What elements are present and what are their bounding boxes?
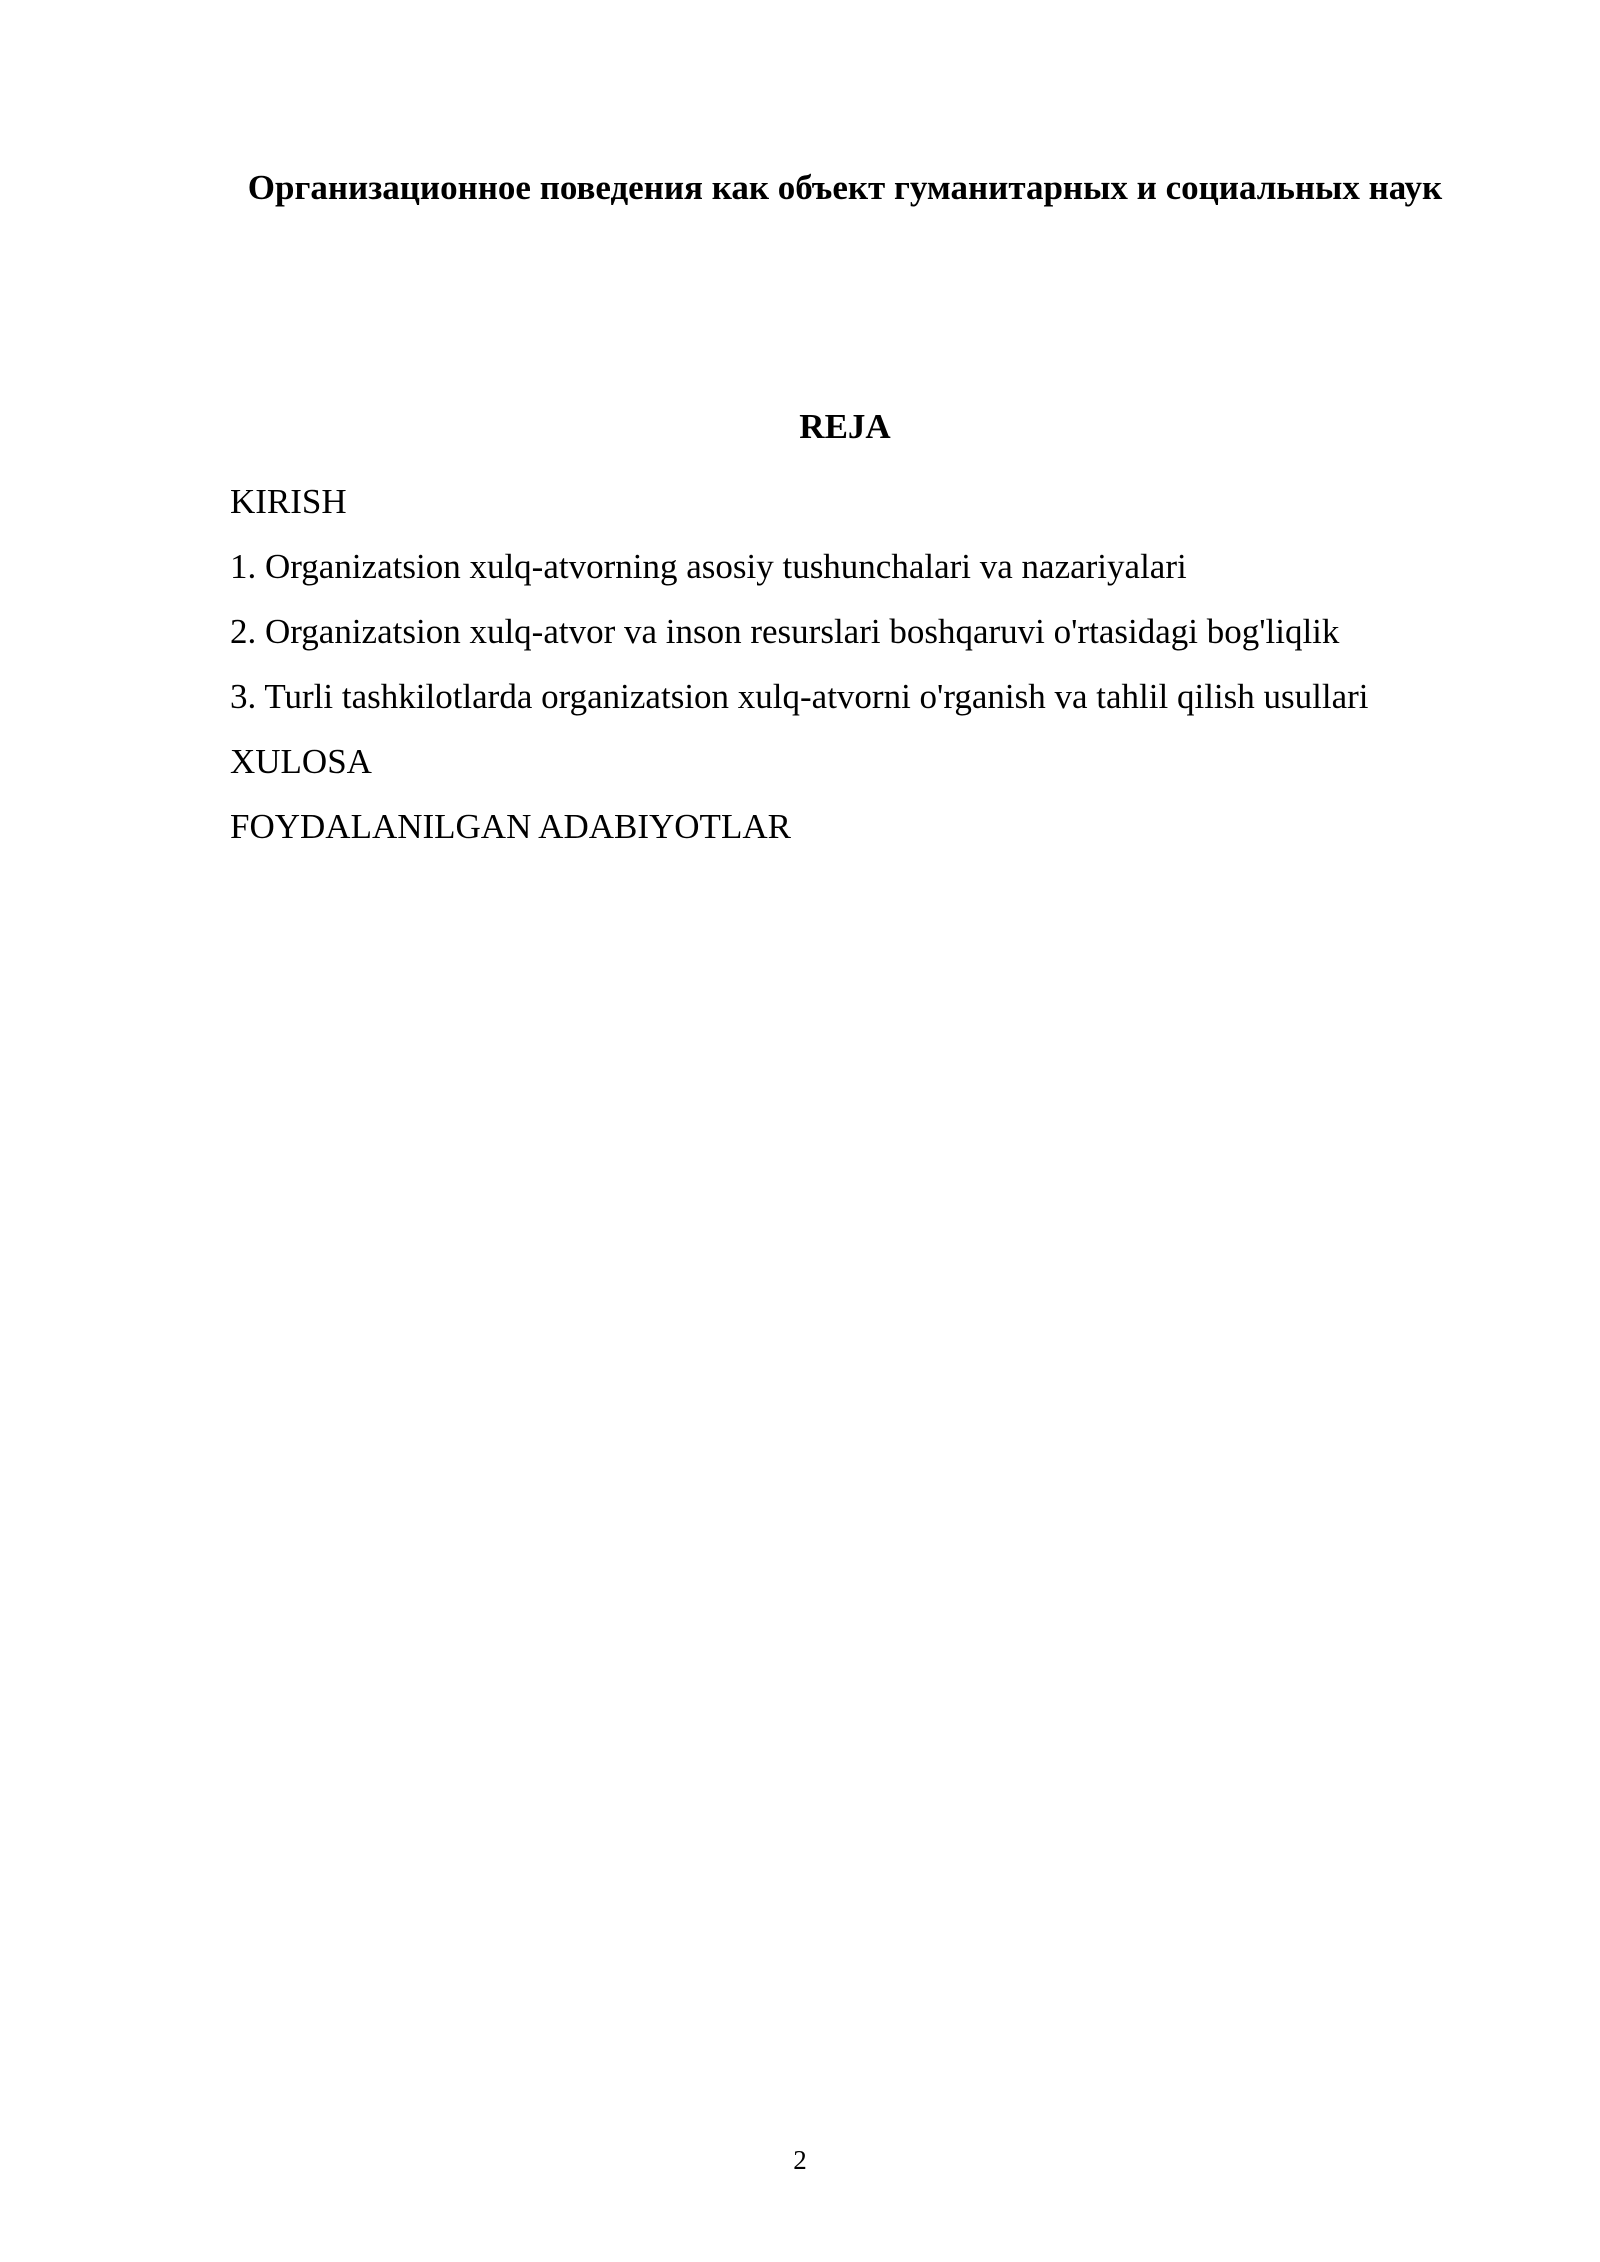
plan-item-3: 3. Turli tashkilotlarda organizatsion xulq-atvorni o'rganish va tahlil qilish usullari	[230, 677, 1369, 716]
page-number: 2	[793, 2145, 807, 2175]
plan-item-references: FOYDALANILGAN ADABIYOTLAR	[230, 807, 791, 846]
plan-item-1: 1. Organizatsion xulq-atvorning asosiy tushunchalari va nazariyalari	[230, 547, 1187, 586]
plan-item-2: 2. Organizatsion xulq-atvor va inson resurslari boshqaruvi o'rtasidagi bog'liqlik	[230, 612, 1340, 651]
document-title: Организационное поведения как объект гуманитарных и социальных наук	[247, 168, 1443, 207]
plan-heading: REJA	[799, 407, 891, 446]
plan-item-conclusion: XULOSA	[230, 742, 372, 781]
plan-list	[230, 474, 1530, 864]
plan-item-introduction: KIRISH	[230, 482, 347, 521]
